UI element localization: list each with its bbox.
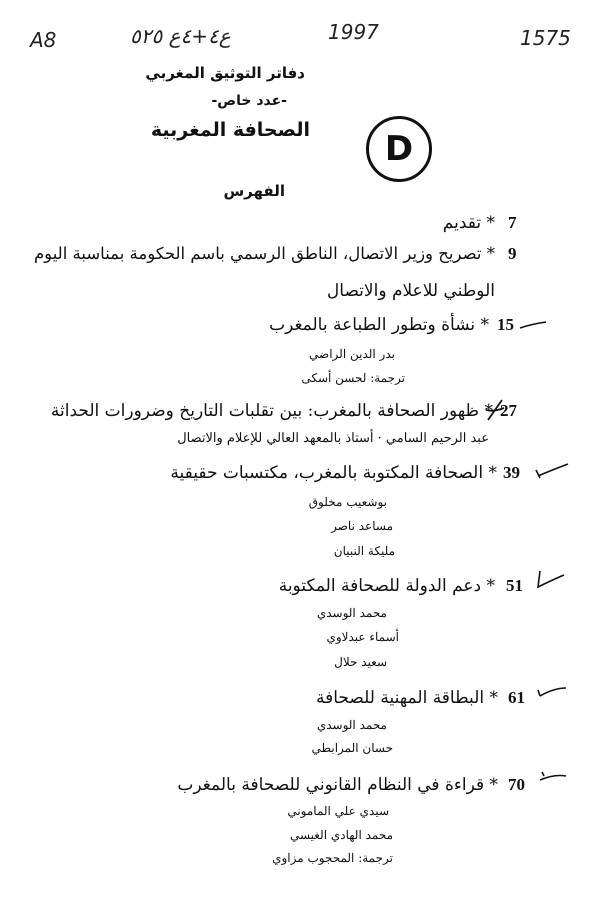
toc-entry-author: بدر الدين الراضي (309, 347, 395, 361)
toc-entry-title: * الصحافة المكتوبة بالمغرب، مكتسبات حقيقية (170, 463, 497, 483)
circled-letter-stamp (366, 116, 432, 182)
pen-tick-mark (538, 770, 568, 784)
toc-entry-title: * البطاقة المهنية للصحافة (316, 688, 498, 708)
toc-entry-author: مليكة النبيان (333, 544, 395, 558)
circled-letter: D (384, 129, 414, 169)
toc-entry-author: مساعد ناصر (331, 519, 393, 533)
toc-entry-author: بوشعيب مخلوق (308, 495, 387, 509)
annotation-top-left: A8 (30, 28, 57, 52)
toc-entry-title-continued: الوطني للاعلام والاتصال (326, 281, 495, 301)
toc-heading: الفهرس (223, 182, 285, 200)
toc-entry-author: عبد الرحيم السامي · أستاذ بالمعهد العالي للإعلام والاتصال (177, 431, 489, 446)
special-issue: -عدد خاص- (211, 93, 287, 109)
toc-entry-author: حسان المرابطي (311, 741, 393, 755)
annotation-top-middle: ع٤+٤ع ٥٢٥ (130, 24, 231, 48)
toc-entry-page: 51 (506, 576, 523, 595)
toc-entry-author: ترجمة: المحجوب مزاوي (272, 851, 393, 865)
toc-entry-title: * تقديم (442, 213, 495, 233)
toc-entry-page: 15 (497, 315, 514, 334)
toc-entry-page: 27 (500, 401, 517, 420)
toc-entry-author: أسماء عبدلاوي (326, 630, 399, 644)
toc-entry-title: * ظهور الصحافة بالمغرب: بين تقلبات التاريخ وضرورات الحداثة (50, 401, 493, 421)
pen-tick-mark (538, 684, 568, 700)
pen-tick-mark (518, 318, 548, 334)
toc-entry-title: * نشأة وتطور الطباعة بالمغرب (269, 315, 489, 335)
pen-tick-mark (536, 462, 570, 480)
toc-entry-author: محمد الوسدي (316, 718, 387, 732)
toc-entry-page: 9 (508, 244, 517, 263)
page-title: الصحافة المغربية (150, 119, 310, 141)
toc-entry-title: * قراءة في النظام القانوني للصحافة بالمغرب (177, 775, 498, 795)
toc-entry-author: سيدي علي الماموني (287, 804, 389, 818)
series-title: دفاتر التوثيق المغربي (145, 64, 305, 82)
toc-entry-page: 7 (508, 213, 517, 232)
annotation-top-right: 1575 (520, 26, 571, 50)
toc-entry-page: 61 (508, 688, 525, 707)
toc-entry-title: * تصريح وزير الاتصال، الناطق الرسمي باسم الحكومة بمناسبة اليوم (33, 244, 495, 263)
toc-entry-author: محمد الهادي الغيسي (289, 828, 393, 842)
toc-entry-title: * دعم الدولة للصحافة المكتوبة (278, 576, 495, 596)
toc-entry-page: 70 (508, 775, 525, 794)
pen-tick-mark (536, 567, 566, 589)
toc-entry-author: سعيد حلال (334, 655, 387, 669)
toc-entry-author: محمد الوسدي (316, 606, 387, 620)
toc-entry-author: ترجمة: لحسن أسكى (301, 371, 405, 385)
annotation-year: 1997 (328, 20, 379, 44)
toc-entry-page: 39 (503, 463, 520, 482)
